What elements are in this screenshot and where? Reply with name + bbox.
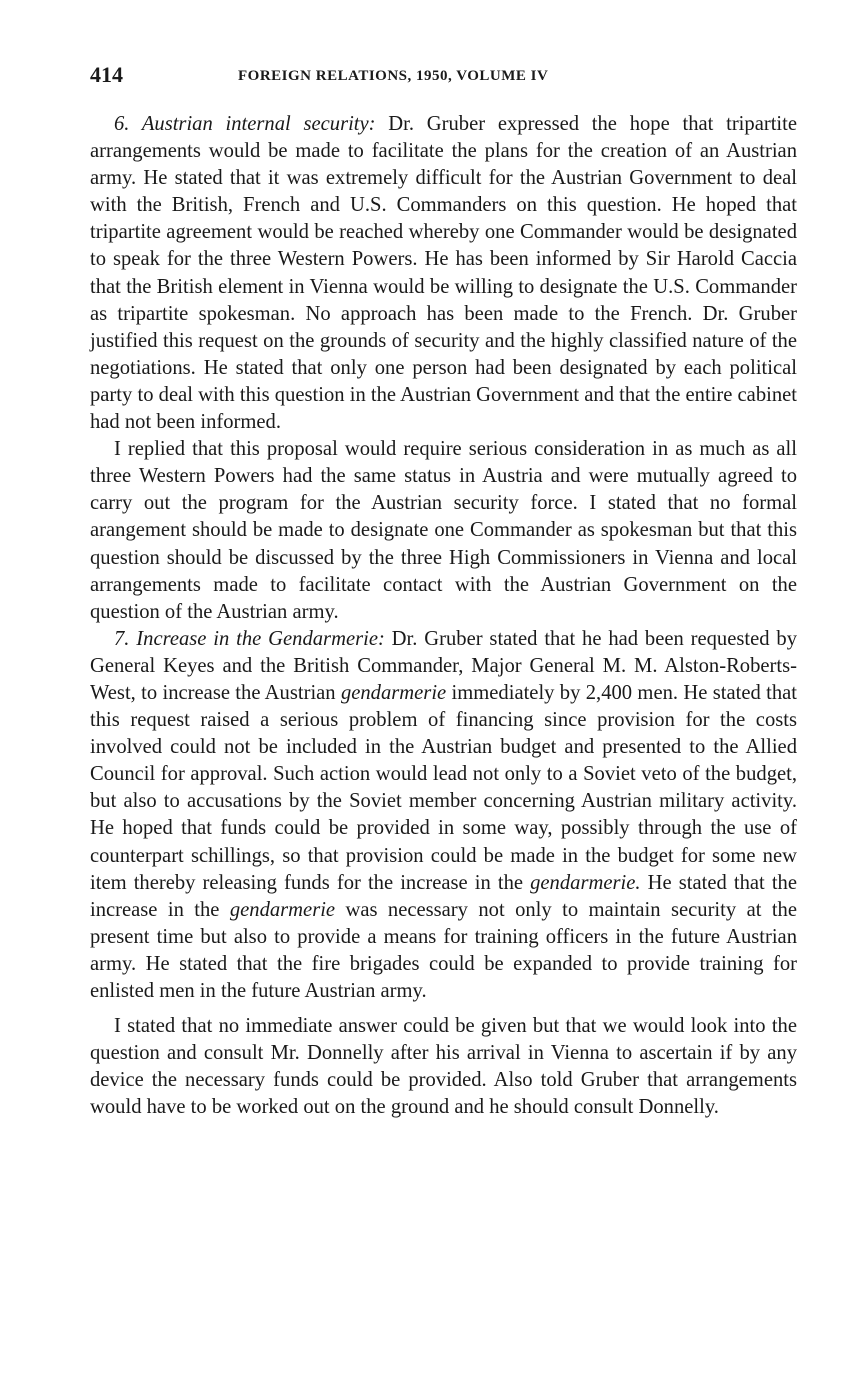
paragraph-text: immediately by 2,400 men. He stated that this request raised a serious problem of financing since provision for the costs involved could not be included in the Austrian budget and presented to the Allied Council for approval. Such action would lead not only to a Soviet veto of the budget, but also to accusations by the Soviet member concerning Austrian military activity. He hoped that funds could be provided in some way, possibly through the use of counterpart schillings, so that provision could be made in the budget for some new item thereby releasing funds for the increase in the bbox=[90, 681, 797, 894]
paragraph-final-reply bbox=[90, 1013, 797, 1121]
paragraph-text: Dr. Gruber expressed the hope that tripartite arrangements would be made to facilitate the plans for the creation of an Austrian army. He stated that it was extremely difficult for the Austrian Government to deal with the British, French and U.S. Commanders on this question. He hoped that tripartite agreement would be reached whereby one Commander would be designated to speak for the three Western Powers. He has been informed by Sir Harold Caccia that the British element in Vienna would be willing to designate the U.S. Commander as tripartite spokesman. No approach has been made to the French. Dr. Gruber justified this request on the grounds of security and the highly classified nature of the negotiations. He stated that only one person had been designated by each political party to deal with this question in the Austrian Government and that the entire cabinet had not been informed. bbox=[90, 113, 798, 434]
paragraph-text: I replied that this proposal would require serious consideration in as much as all three Western Powers had the same status in Austria and were mutually agreed to carry out the program for the Austrian security force. I stated that no formal arangement should be made to designate one Commander as spokesman but that this question should be discussed by the three High Commissioners in Vienna and local arrangements made to facilitate contact with the Austrian Government on the question of the Austrian army. bbox=[90, 438, 797, 623]
paragraph-gendarmerie-increase bbox=[90, 626, 797, 1005]
section-heading-6: 6. Austrian internal security: bbox=[114, 113, 376, 135]
paragraph-austrian-internal-security bbox=[90, 111, 797, 436]
italic-term: gendarmerie. bbox=[530, 871, 641, 894]
paragraph-text: was necessary not only to maintain security at the present time but also to provide a means for training officers in the future Austrian army. He stated that the fire brigades could be expanded to provide training for enlisted men in the future Austrian army. bbox=[90, 898, 797, 1002]
italic-term: gendarmerie bbox=[340, 681, 447, 704]
paragraph-text: Dr. Gruber stated that he had been requested by General Keyes and the British Commander, Major General M. M. Alston-Roberts-West, to increase the Austrian bbox=[90, 627, 797, 704]
paragraph-reply bbox=[90, 436, 797, 626]
page-number: 414 bbox=[90, 62, 123, 87]
section-heading-7: 7. Increase in the Gendarmerie: bbox=[114, 627, 385, 650]
body-text bbox=[90, 111, 797, 1121]
running-head: FOREIGN RELATIONS, 1950, VOLUME IV bbox=[238, 68, 549, 84]
paragraph-text: He stated that the increase in the bbox=[90, 871, 797, 921]
page-header bbox=[90, 62, 800, 92]
italic-term: gendarmerie bbox=[229, 898, 336, 921]
paragraph-text: I stated that no immediate answer could be given but that we would look into the question and consult Mr. Donnelly after his arrival in Vienna to ascertain if by any device the necessary funds could be provided. Also told Gruber that arrangements would have to be worked out on the ground and he should consult Donnelly. bbox=[90, 1015, 797, 1119]
